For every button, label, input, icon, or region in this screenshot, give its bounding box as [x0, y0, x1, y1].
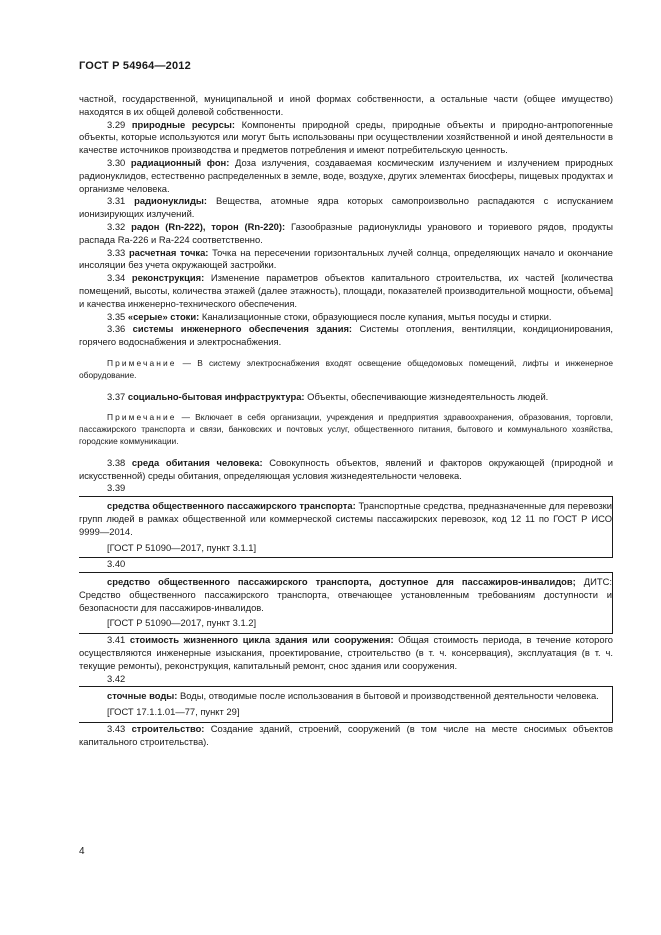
- term-3-38: [79, 457, 613, 483]
- note-3-37: [79, 412, 613, 447]
- term-number: 3.43: [107, 723, 126, 735]
- term-3-40-box: [79, 572, 613, 634]
- term-3-42-number: 3.42: [107, 672, 126, 684]
- term-definition: Общая стоимость периода, в течение которого осуществляются инженерные изыскания, проектирование, строительство (в т. ч. консервация), эксплуатация (в т. ч. текущие ремонты), реконструкция, капитальный ремонт, снос здания или сооружения.: [79, 634, 614, 671]
- document-body: [79, 93, 613, 749]
- term-definition: Газообразные радионуклиды уранового и ториевого рядов, продукты распада Ra-226 и Ra-224 соответственно.: [79, 220, 613, 245]
- term-number: 3.35: [107, 310, 126, 322]
- term-3-39: [79, 500, 612, 538]
- term-definition: Компоненты природной среды, природные объекты и природно-антропогенные объекты, которые используются или могут быть использованы при осуществлении хозяйственной и иной деятельности в качестве источников производства и предметов потребления и имеют потребительскую ценность.: [79, 118, 613, 156]
- term-definition: Совокупность объектов, явлений и факторов окружающей (природной и искусственной) среды обитания, определяющая условия жизнедеятельности человека.: [79, 456, 614, 481]
- term-name: расчетная точка:: [128, 246, 209, 258]
- term-definition: Транспортные средства, предназначенные для перевозки групп людей в рамках общественной или коммерческой системы пассажирских перевозок, код 12 11 по ГОСТ Р ИСО 9999—2014.: [79, 500, 612, 537]
- intro-paragraph: частной, государственной, муниципальной и иной формах собственности, а остальные части (общее имущество) находятся в их общей долевой собственности.: [79, 93, 613, 117]
- term-number: 3.41: [107, 634, 126, 646]
- term-name: строительство:: [131, 723, 205, 735]
- term-3-34: [79, 272, 613, 310]
- term-number: 3.32: [107, 220, 126, 232]
- note-label: Примечание: [107, 357, 177, 368]
- term-definition: Создание зданий, строений, сооружений (в том числе на месте сносимых объектов капитального строительства).: [79, 723, 613, 747]
- term-3-42: [79, 690, 612, 703]
- term-definition: Канализационные стоки, образующиеся после купания, мытья посуды и стирки.: [201, 310, 552, 322]
- term-3-40-number: 3.40: [107, 558, 126, 570]
- term-name: средство общественного пассажирского транспорта, доступное для пассажиров-инвалидов;: [107, 576, 576, 588]
- term-definition: Изменение параметров объектов капитального строительства, их частей [количества помещений, высоты, количества этажей (далее этажность), площади, показателей производительной мощности, объема] и качества инженерно-технического обеспечения.: [79, 272, 613, 309]
- term-name: стоимость жизненного цикла здания или сооружения:: [129, 634, 394, 646]
- note-text: В систему электроснабжения входят освещение общедомовых помещений, лифты и инженерное оборудование.: [79, 357, 614, 380]
- term-definition: Точка на пересечении горизонтальных лучей солнца, определяющих начало и окончание инсоляции без учета окружающей застройки.: [79, 246, 614, 271]
- term-3-31: [79, 195, 613, 221]
- term-definition: ДИТС: Средство общественного пассажирского транспорта, отвечающее установленным требованиям доступности и безопасности для пассажиров-инвалидов.: [79, 576, 612, 613]
- term-reference: [ГОСТ Р 51090—2017, пункт 3.1.2]: [107, 617, 257, 629]
- term-3-37: [79, 391, 613, 404]
- term-3-30: [79, 157, 613, 195]
- term-3-42-box: [79, 686, 613, 723]
- note-3-36: [79, 358, 613, 382]
- term-3-33: [79, 247, 613, 273]
- term-3-35: [79, 311, 613, 324]
- term-definition: Системы отопления, вентиляции, кондиционирования, горячего водоснабжения и электроснабжения.: [79, 323, 614, 348]
- term-name: реконструкция:: [131, 272, 205, 284]
- term-3-29: [79, 119, 613, 157]
- term-name: системы инженерного обеспечения здания:: [132, 323, 353, 335]
- term-definition: Вещества, атомные ядра которых самопроизвольно распадаются с испусканием ионизирующих излучений.: [79, 195, 614, 220]
- term-3-41: [79, 634, 613, 672]
- term-3-36: [79, 323, 613, 349]
- term-number: 3.38: [107, 456, 126, 468]
- page-number: 4: [79, 846, 85, 857]
- term-number: 3.36: [107, 323, 126, 335]
- term-number: 3.34: [107, 272, 126, 284]
- page-header: ГОСТ Р 54964—2012: [79, 60, 191, 72]
- term-3-43: [79, 723, 613, 749]
- term-number: 3.29: [107, 118, 126, 130]
- term-name: радиационный фон:: [130, 156, 230, 168]
- term-name: сточные воды:: [107, 690, 178, 702]
- term-reference: [ГОСТ Р 51090—2017, пункт 3.1.1]: [107, 541, 257, 553]
- term-definition: Доза излучения, создаваемая космическим излучением и излучением природных радионуклидов, естественно распределенных в земле, воде, воздухе, других элементах биосферы, пищевых продуктах и организме человека.: [79, 156, 613, 194]
- term-name: радионуклиды:: [134, 195, 208, 207]
- term-name: природные ресурсы:: [131, 118, 236, 130]
- note-dash: —: [181, 412, 190, 423]
- term-name: радон (Rn-222), торон (Rn-220):: [131, 220, 286, 232]
- term-name: «серые» стоки:: [127, 310, 200, 322]
- term-name: социально-бытовая инфраструктура:: [127, 390, 305, 402]
- term-number: 3.37: [107, 390, 126, 402]
- note-label: Примечание: [107, 412, 177, 423]
- term-number: 3.33: [107, 246, 126, 258]
- term-3-40: [79, 576, 612, 614]
- term-definition: Воды, отводимые после использования в бытовой и производственной деятельности человека.: [180, 690, 599, 702]
- term-name: среда обитания человека:: [131, 456, 263, 468]
- term-3-39-box: [79, 496, 613, 558]
- note-text: Включает в себя организации, учреждения и предприятия здравоохранения, образования, торговли, пассажирского транспорта и связи, банковских и почтовых услуг, общественного питания, бытового и коммунального хозяйства, городские коммуникации.: [79, 412, 614, 446]
- term-3-39-number: 3.39: [107, 482, 126, 494]
- note-dash: —: [182, 357, 192, 368]
- term-reference: [ГОСТ 17.1.1.01—77, пункт 29]: [107, 706, 240, 718]
- term-number: 3.31: [107, 195, 126, 207]
- term-name: средства общественного пассажирского транспорта:: [107, 500, 356, 512]
- term-definition: Объекты, обеспечивающие жизнедеятельность людей.: [307, 390, 549, 402]
- term-3-32: [79, 221, 613, 247]
- term-number: 3.30: [107, 156, 126, 168]
